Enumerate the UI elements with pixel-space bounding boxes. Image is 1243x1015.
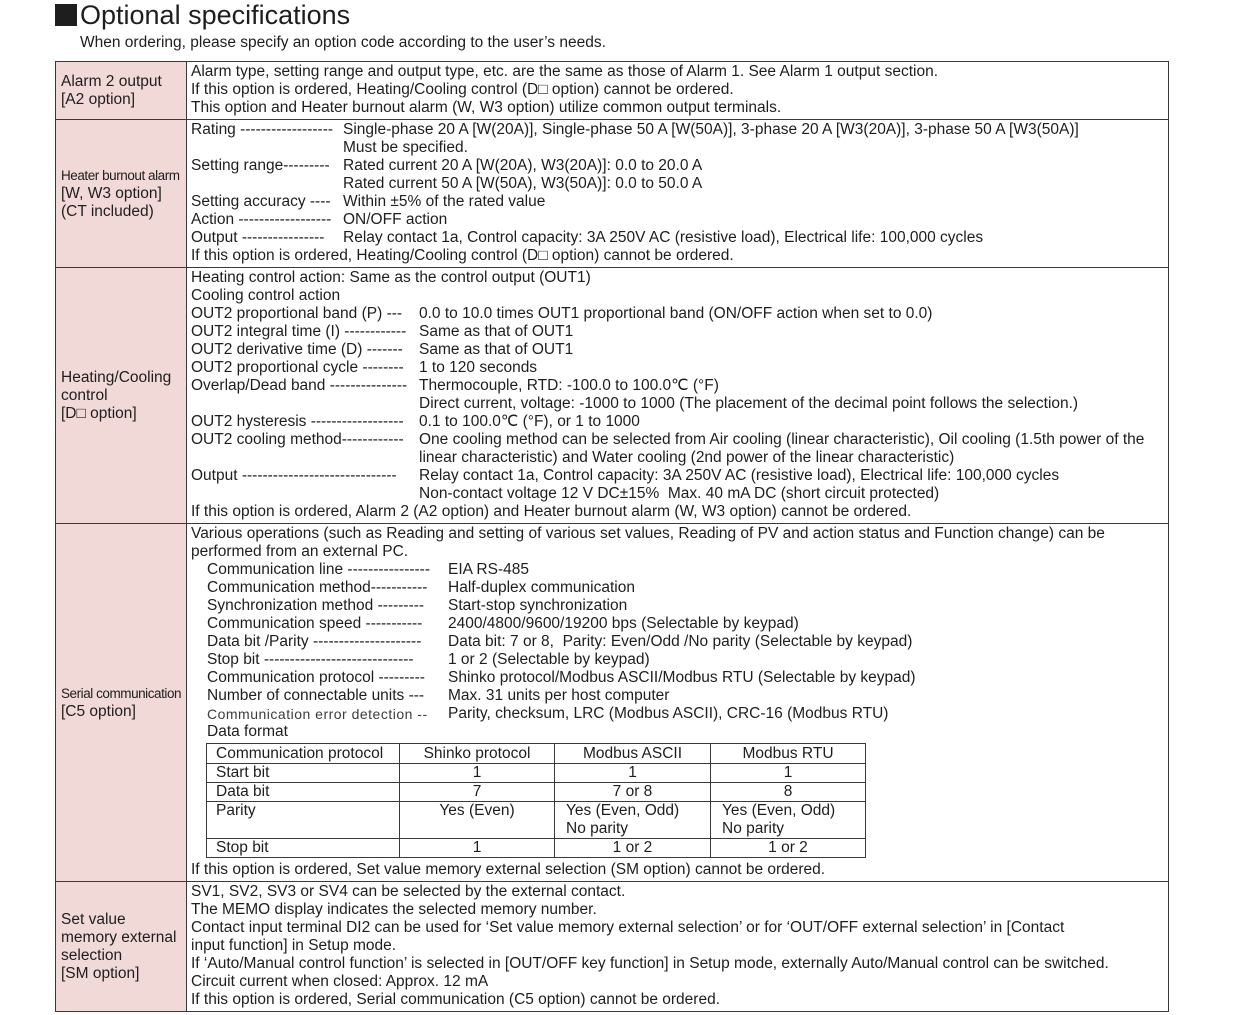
spec-value-line: One cooling method can be selected from Air cooling (linear characteristic), Oil cooling (1.5th power of the <box>419 431 1145 448</box>
option-code: [A2 option] <box>61 90 136 108</box>
spec-term: OUT2 cooling method------------ <box>191 431 404 448</box>
options-table <box>55 61 1169 1012</box>
option-description <box>187 120 1168 267</box>
table-cell: 8 <box>711 783 866 802</box>
option-label-cell <box>56 882 187 1011</box>
option-label-cell <box>56 62 187 119</box>
spec-value-line: Must be specified. <box>343 139 468 156</box>
spec-term: OUT2 proportional cycle -------- <box>191 359 404 376</box>
option-row-heater-burnout <box>56 120 1169 268</box>
table-cell: 1 or 2 <box>555 839 711 858</box>
spec-term: Stop bit ----------------------------- <box>207 651 414 668</box>
spec-term: Number of connectable units --- <box>207 687 425 704</box>
table-cell-line: Yes (Even, Odd) <box>722 802 836 819</box>
option-name: Serial communication <box>61 685 182 701</box>
spec-term: Communication method----------- <box>207 579 428 596</box>
description-line: Heating control action: Same as the control output (OUT1) <box>191 269 591 286</box>
spec-item <box>191 377 1168 413</box>
spec-term: OUT2 hysteresis ------------------ <box>191 413 404 430</box>
spec-value <box>419 305 1168 323</box>
table-cell <box>711 802 866 839</box>
spec-value: 2400/4800/9600/19200 bps (Selectable by keypad) <box>448 615 799 632</box>
option-description <box>187 268 1168 523</box>
spec-term: Rating ------------------ <box>191 121 334 138</box>
spec-item <box>191 211 1168 229</box>
table-row <box>207 839 866 858</box>
option-description <box>187 62 1168 119</box>
section-heading <box>55 0 350 30</box>
description-line: If this option is ordered, Heating/Cooling control (D□ option) cannot be ordered. <box>191 81 734 98</box>
spec-value-line: Single-phase 20 A [W(20A)], Single-phase 50 A [W(50A)], 3-phase 20 A [W3(20A)], 3-phase 50 A [W3(50A)] <box>343 121 1079 138</box>
spec-value <box>343 211 1168 229</box>
description-line: If ‘Auto/Manual control function’ is selected in [OUT/OFF key function] in Setup mode, externally Auto/Manual control can be switched. <box>191 955 1109 972</box>
spec-item <box>191 193 1168 211</box>
table-row-label: Data bit <box>207 783 400 802</box>
spec-value <box>343 121 1168 157</box>
option-row-alarm-2 <box>56 62 1169 120</box>
option-code: [D□ option] <box>61 404 137 422</box>
spec-value-line: Thermocouple, RTD: -100.0 to 100.0℃ (°F) <box>419 377 719 394</box>
spec-value: Parity, checksum, LRC (Modbus ASCII), CRC-16 (Modbus RTU) <box>448 705 889 722</box>
spec-value-line: 0.1 to 100.0℃ (°F), or 1 to 1000 <box>419 413 640 430</box>
spec-item <box>191 229 1168 247</box>
description-line: Various operations (such as Reading and setting of various set values, Reading of PV and action status and Function change) can be <box>191 525 1105 542</box>
description-line: Cooling control action <box>191 287 341 304</box>
spec-value <box>419 377 1168 413</box>
spec-term: Setting accuracy ---- <box>191 193 331 210</box>
heading-title: Optional specifications <box>80 0 351 30</box>
spec-term: Communication speed ----------- <box>207 615 423 632</box>
spec-value <box>419 341 1168 359</box>
table-row <box>207 783 866 802</box>
spec-value: Start-stop synchronization <box>448 597 628 614</box>
spec-value-line: 0.0 to 10.0 times OUT1 proportional band (ON/OFF action when set to 0.0) <box>419 305 933 322</box>
table-header-cell: Modbus ASCII <box>555 744 711 764</box>
option-name: selection <box>61 946 123 964</box>
spec-term: Communication error detection -- <box>207 706 428 722</box>
spec-term: Communication protocol --------- <box>207 669 425 686</box>
restriction-note: If this option is ordered, Set value memory external selection (SM option) cannot be ordered. <box>191 861 826 878</box>
option-label-cell <box>56 268 187 523</box>
data-format-table <box>206 743 866 858</box>
spec-value-line: ON/OFF action <box>343 211 448 228</box>
spec-term: Output ------------------------------ <box>191 467 397 484</box>
description-line: SV1, SV2, SV3 or SV4 can be selected by the external contact. <box>191 883 626 900</box>
spec-term: Communication line ---------------- <box>207 561 431 578</box>
option-description <box>187 524 1168 881</box>
description-line: performed from an external PC. <box>191 543 409 560</box>
table-cell-line: No parity <box>566 820 629 837</box>
spec-item <box>191 305 1168 323</box>
description-line: Alarm type, setting range and output type, etc. are the same as those of Alarm 1. See Alarm 1 output section. <box>191 63 939 80</box>
spec-value <box>343 157 1168 193</box>
table-row-label: Start bit <box>207 764 400 783</box>
table-row-label: Parity <box>207 802 400 839</box>
spec-term: Data bit /Parity --------------------- <box>207 633 422 650</box>
option-code: [C5 option] <box>61 702 136 720</box>
spec-value: Half-duplex communication <box>448 579 635 596</box>
spec-value: Data bit: 7 or 8, Parity: Even/Odd /No parity (Selectable by keypad) <box>448 633 913 650</box>
table-cell: 1 <box>400 764 555 783</box>
spec-term: Synchronization method --------- <box>207 597 425 614</box>
spec-value: Max. 31 units per host computer <box>448 687 670 704</box>
table-cell: 7 <box>400 783 555 802</box>
option-name: Heater burnout alarm <box>61 167 180 183</box>
table-row-label: Stop bit <box>207 839 400 858</box>
spec-item <box>191 633 1168 651</box>
spec-item <box>191 359 1168 377</box>
option-note: (CT included) <box>61 202 154 220</box>
table-cell: 7 or 8 <box>555 783 711 802</box>
spec-term: Action ------------------ <box>191 211 332 228</box>
spec-value-line: Same as that of OUT1 <box>419 341 574 358</box>
table-cell: 1 <box>400 839 555 858</box>
description-line: input function] in Setup mode. <box>191 937 397 954</box>
option-label-cell <box>56 524 187 881</box>
spec-value <box>419 431 1168 467</box>
restriction-note: If this option is ordered, Alarm 2 (A2 option) and Heater burnout alarm (W, W3 option) cannot be ordered. <box>191 503 912 520</box>
table-row <box>207 802 866 839</box>
spec-item <box>191 467 1168 503</box>
spec-item <box>191 561 1168 579</box>
spec-item <box>191 323 1168 341</box>
spec-value <box>419 359 1168 377</box>
spec-item <box>191 413 1168 431</box>
table-cell: 1 <box>711 764 866 783</box>
description-line: The MEMO display indicates the selected memory number. <box>191 901 597 918</box>
spec-value-line: linear characteristic) and Water cooling (2nd power of the linear characteristic) <box>419 449 955 466</box>
table-cell: 1 or 2 <box>711 839 866 858</box>
restriction-note: If this option is ordered, Serial communication (C5 option) cannot be ordered. <box>191 991 721 1008</box>
spec-value-line: Relay contact 1a, Control capacity: 3A 250V AC (resistive load), Electrical life: 100,000 cycles <box>419 467 1060 484</box>
table-cell <box>400 802 555 839</box>
spec-value-line: Relay contact 1a, Control capacity: 3A 250V AC (resistive load), Electrical life: 100,000 cycles <box>343 229 984 246</box>
table-header-row <box>207 744 866 764</box>
spec-term: OUT2 integral time (I) ------------ <box>191 323 407 340</box>
spec-value <box>419 323 1168 341</box>
spec-value-line: Rated current 50 A [W(50A), W3(50A)]: 0.0 to 50.0 A <box>343 175 703 192</box>
spec-value-line: Same as that of OUT1 <box>419 323 574 340</box>
spec-term: OUT2 derivative time (D) ------- <box>191 341 403 358</box>
description-line: Contact input terminal DI2 can be used for ‘Set value memory external selection’ or for ‘OUT/OFF external selection’ in [Contact <box>191 919 1065 936</box>
restriction-note: If this option is ordered, Heating/Cooling control (D□ option) cannot be ordered. <box>191 247 734 264</box>
option-name: Heating/Cooling <box>61 368 172 386</box>
option-code: [W, W3 option] <box>61 184 162 202</box>
spec-term: Output ---------------- <box>191 229 325 246</box>
table-cell <box>555 802 711 839</box>
table-cell-line: No parity <box>722 820 785 837</box>
spec-value <box>419 413 1168 431</box>
heading-intro: When ordering, please specify an option code according to the user’s needs. <box>80 34 606 51</box>
spec-item <box>191 687 1168 705</box>
spec-value-line: Within ±5% of the rated value <box>343 193 546 210</box>
heading-square-icon <box>55 4 77 26</box>
table-row <box>207 764 866 783</box>
option-name: memory external <box>61 928 177 946</box>
spec-item <box>191 431 1168 467</box>
spec-value: 1 or 2 (Selectable by keypad) <box>448 651 650 668</box>
spec-item <box>191 651 1168 669</box>
spec-value: Shinko protocol/Modbus ASCII/Modbus RTU (Selectable by keypad) <box>448 669 916 686</box>
option-name: Set value <box>61 910 126 928</box>
table-cell-line: Yes (Even) <box>439 802 515 819</box>
spec-value <box>343 229 1168 247</box>
spec-item <box>191 669 1168 687</box>
spec-value-line: Direct current, voltage: -1000 to 1000 (The placement of the decimal point follows the selection.) <box>419 395 1079 412</box>
option-label-cell <box>56 120 187 267</box>
data-format-label: Data format <box>207 723 288 740</box>
spec-item <box>191 341 1168 359</box>
spec-term: Setting range--------- <box>191 157 330 174</box>
spec-item <box>191 705 1168 723</box>
spec-value <box>419 467 1168 503</box>
spec-term: OUT2 proportional band (P) --- <box>191 305 403 322</box>
table-header-cell: Modbus RTU <box>711 744 866 764</box>
option-row-heating-cooling <box>56 268 1169 524</box>
spec-value-line: Non-contact voltage 12 V DC±15% Max. 40 mA DC (short circuit protected) <box>419 485 940 502</box>
spec-value-line: 1 to 120 seconds <box>419 359 538 376</box>
table-header-cell: Shinko protocol <box>400 744 555 764</box>
option-name: Alarm 2 output <box>61 72 162 90</box>
spec-item <box>191 157 1168 193</box>
spec-value <box>343 193 1168 211</box>
option-name: control <box>61 386 108 404</box>
table-header-cell: Communication protocol <box>207 744 400 764</box>
spec-value: EIA RS-485 <box>448 561 529 578</box>
spec-item <box>191 579 1168 597</box>
spec-value-line: Rated current 20 A [W(20A), W3(20A)]: 0.0 to 20.0 A <box>343 157 703 174</box>
option-row-sv-memory <box>56 882 1169 1012</box>
spec-term: Overlap/Dead band --------------- <box>191 377 408 394</box>
spec-item <box>191 597 1168 615</box>
spec-item <box>191 615 1168 633</box>
description-line: This option and Heater burnout alarm (W, W3 option) utilize common output terminals. <box>191 99 782 116</box>
spec-item <box>191 121 1168 157</box>
option-description <box>187 882 1168 1011</box>
option-code: [SM option] <box>61 964 140 982</box>
table-cell-line: Yes (Even, Odd) <box>566 802 680 819</box>
option-row-serial-communication <box>56 524 1169 882</box>
table-cell: 1 <box>555 764 711 783</box>
description-line: Circuit current when closed: Approx. 12 mA <box>191 973 489 990</box>
